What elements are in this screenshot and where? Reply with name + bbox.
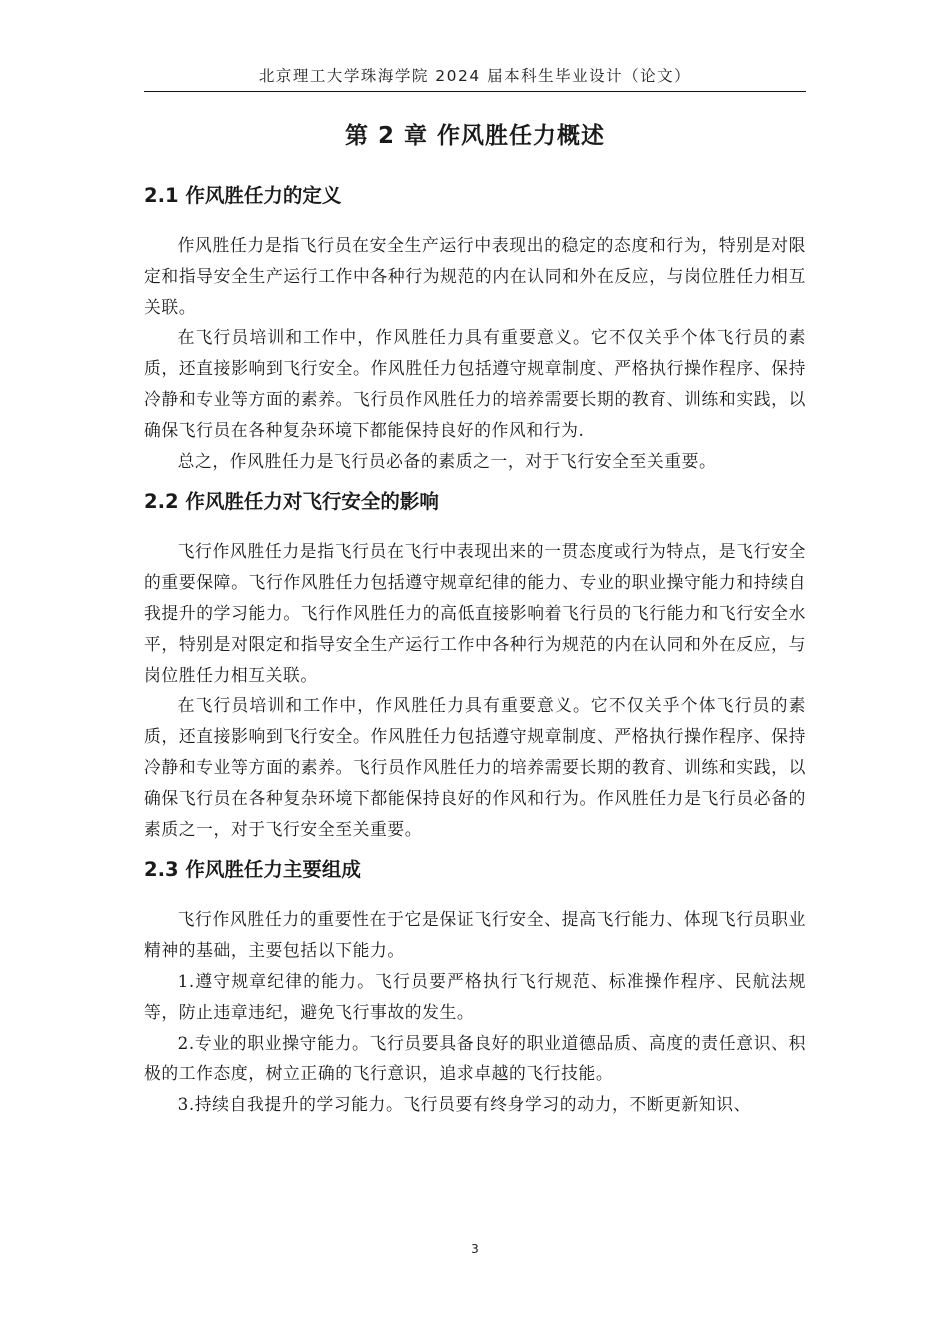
running-header: 北京理工大学珠海学院 2024 届本科生毕业设计（论文） <box>258 67 692 85</box>
paragraph: 飞行作风胜任力的重要性在于它是保证飞行安全、提高飞行能力、体现飞行员职业精神的基础，主要包括以下能力。 <box>144 909 806 961</box>
section-heading: 2.1 作风胜任力的定义 <box>144 184 342 207</box>
section-2-3 <box>144 848 806 1120</box>
section-2-1 <box>144 174 806 476</box>
list-item: 2.专业的职业操守能力。飞行员要具备良好的职业道德品质、高度的责任意识、积极的工作态度，树立正确的飞行意识，追求卓越的飞行技能。 <box>144 1032 806 1084</box>
paragraph: 飞行作风胜任力是指飞行员在飞行中表现出来的一贯态度或行为特点，是飞行安全的重要保障。飞行作风胜任力包括遵守规章纪律的能力、专业的职业操守能力和持续自我提升的学习能力。飞行作风胜任力的高低直接影响着飞行员的飞行能力和飞行安全水平，特别是对限定和指导安全生产运行工作中各种行为规范的内在认同和外在反应，与岗位胜任力相互关联。 <box>144 541 806 685</box>
list-item: 1.遵守规章纪律的能力。飞行员要严格执行飞行规范、标准操作程序、民航法规等，防止违章违纪，避免飞行事故的发生。 <box>144 970 806 1022</box>
paragraph: 作风胜任力是指飞行员在安全生产运行中表现出的稳定的态度和行为，特别是对限定和指导安全生产运行工作中各种行为规范的内在认同和外在反应，与岗位胜任力相互关联。 <box>144 235 806 317</box>
paragraph: 在飞行员培训和工作中，作风胜任力具有重要意义。它不仅关乎个体飞行员的素质，还直接影响到飞行安全。作风胜任力包括遵守规章制度、严格执行操作程序、保持冷静和专业等方面的素养。飞行员作风胜任力的培养需要长期的教育、训练和实践，以确保飞行员在各种复杂环境下都能保持良好的作风和行为. <box>144 327 806 440</box>
section-heading: 2.3 作风胜任力主要组成 <box>144 858 361 882</box>
chapter-body <box>144 174 806 1120</box>
paragraph: 总之，作风胜任力是飞行员必备的素质之一，对于飞行安全至关重要。 <box>177 450 717 471</box>
page-number: 3 <box>471 1242 479 1256</box>
section-2-2 <box>144 480 806 844</box>
paragraph: 在飞行员培训和工作中，作风胜任力具有重要意义。它不仅关乎个体飞行员的素质，还直接影响到飞行安全。作风胜任力包括遵守规章制度、严格执行操作程序、保持冷静和专业等方面的素养。飞行员作风胜任力的培养需要长期的教育、训练和实践，以确保飞行员在各种复杂环境下都能保持良好的作风和行为。作风胜任力是飞行员必备的素质之一，对于飞行安全至关重要。 <box>144 695 806 839</box>
section-heading: 2.2 作风胜任力对飞行安全的影响 <box>144 490 439 514</box>
list-item: 3.持续自我提升的学习能力。飞行员要有终身学习的动力，不断更新知识、 <box>177 1094 752 1115</box>
header-rule <box>144 91 806 92</box>
chapter-title: 第 2 章 作风胜任力概述 <box>344 123 606 149</box>
